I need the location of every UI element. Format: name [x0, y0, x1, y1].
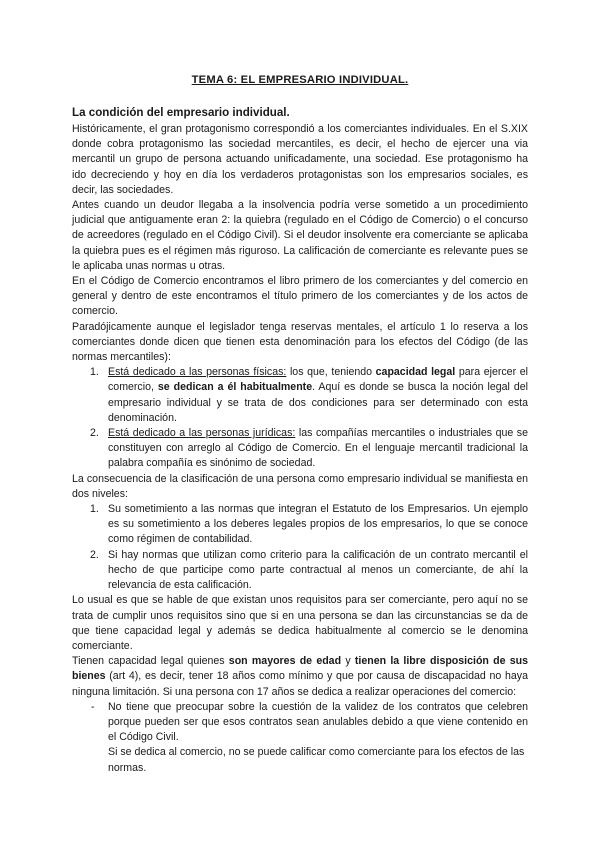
list-menor-edad — [72, 700, 528, 746]
bold-text: se dedican a él habitualmente — [157, 381, 313, 394]
bold-text: tienen la libre disposición de sus bienes — [72, 655, 529, 683]
list-item-nivel-1 — [72, 502, 528, 548]
bold-text: son mayores de edad — [228, 655, 342, 668]
text-run: Tienen capacidad legal quienes — [72, 655, 229, 668]
list-text: Si hay normas que utilizan como criterio para la calificación de un contrato mercantil el hecho de que participe como parte contractual al menos un comerciante, de ahí la relevancia de esta calificación. — [108, 548, 528, 592]
list-number: 2. — [90, 427, 99, 440]
paragraph-6: Lo usual es que se hable de que existan unos requisitos para ser comerciante, pero aquí no se trata de cumplir unos requisitos sino que si en una persona se dan las circunstancias se da de que tiene capacidad legal y además se dedica habitualmente al comercio se le denomina comerciante. — [72, 594, 528, 652]
paragraph-7 — [72, 654, 528, 700]
dash-bullet: - — [91, 700, 95, 713]
list-number: 1. — [90, 366, 99, 379]
list-text: No tiene que preocupar sobre la cuestión de la validez de los contratos que celebren porque pueden ser que esos contratos sean anulables debido a que viene contenido en el Código Civil. — [108, 700, 528, 744]
underlined-label: Está dedicado a las personas jurídicas: — [108, 427, 296, 440]
list-number: 2. — [90, 548, 99, 561]
document-title: TEMA 6: EL EMPRESARIO INDIVIDUAL. — [191, 74, 409, 86]
text-run: (art 4), es decir, tener 18 años como mínimo y que por causa de discapacidad no haya ninguna limitación. Si una persona con 17 años se dedica a realizar operaciones del comercio: — [72, 670, 528, 698]
text-run: y — [341, 655, 355, 668]
document-page — [72, 60, 528, 776]
list-item-dash — [72, 700, 528, 746]
list-niveles — [72, 502, 528, 593]
list-number: 1. — [90, 503, 99, 516]
list-item-nivel-2 — [72, 548, 528, 594]
underlined-label: Está dedicado a las personas físicas: — [108, 366, 287, 379]
paragraph-2: Antes cuando un deudor llegaba a la insolvencia podría verse sometido a un procedimiento judicial que antiguamente eran 2: la quiebra (regulado en el Código de Comercio) o el concurso de acreedores (regulado en el Código Civil). Si el deudor insolvente era comerciante se aplicaba la quiebra pues es el régimen más riguroso. La calificación de comerciante es relevante pues se le aplicaba unas normas u otras. — [72, 199, 528, 272]
bold-text: capacidad legal — [375, 366, 456, 379]
section-heading: La condición del empresario individual. — [72, 106, 290, 119]
paragraph-3: En el Código de Comercio encontramos el libro primero de los comerciantes y del comercio en general y dentro de este encontramos el título primero de los comerciantes y de los actos de comercio. — [72, 275, 528, 318]
list-item-personas-fisicas — [72, 365, 528, 426]
paragraph-5: La consecuencia de la clasificación de una persona como empresario individual se manifiesta en dos niveles: — [72, 472, 528, 500]
text-run: los que, teniendo — [286, 366, 376, 379]
list-continuation: Si se dedica al comercio, no se puede calificar como comerciante para los efectos de las normas. — [108, 746, 525, 774]
list-text: Su sometimiento a las normas que integran el Estatuto de los Empresarios. Un ejemplo es su sometimiento a los deberes legales propios de los empresarios, lo que se conoce como régimen de contabilidad. — [108, 503, 528, 546]
paragraph-1: Históricamente, el gran protagonismo correspondió a los comerciantes individuales. En el S.XIX donde cobra protagonismo las sociedad mercantiles, es decir, el hecho de ejercer una via mercantil un grupo de persona actuando unificadamente, una sociedad. Ese protagonismo ha ido decreciendo y hoy en día los verdaderos protagonistas son los empresarios sociales, es decir, las sociedades. — [72, 123, 528, 196]
paragraph-4: Paradójicamente aunque el legislador tenga reservas mentales, el artículo 1 lo reserva a los comerciantes donde dicen que tienen esta denominación para los efectos del Código (de las normas mercantiles): — [72, 320, 528, 364]
list-personas — [72, 365, 528, 471]
text-run: las compañías mercantiles o industriales que se constituyen con arreglo al Código de Comercio. En el lenguaje mercantil tradicional la palabra compañía es sinónimo de sociedad. — [108, 427, 528, 470]
text-run: para ejercer el comercio, — [108, 366, 528, 394]
list-item-personas-juridicas — [72, 426, 528, 472]
text-run: . Aquí es donde se busca la noción legal del empresario individual y se trata de dos condiciones para ser determinado con esta denominación. — [108, 381, 528, 424]
